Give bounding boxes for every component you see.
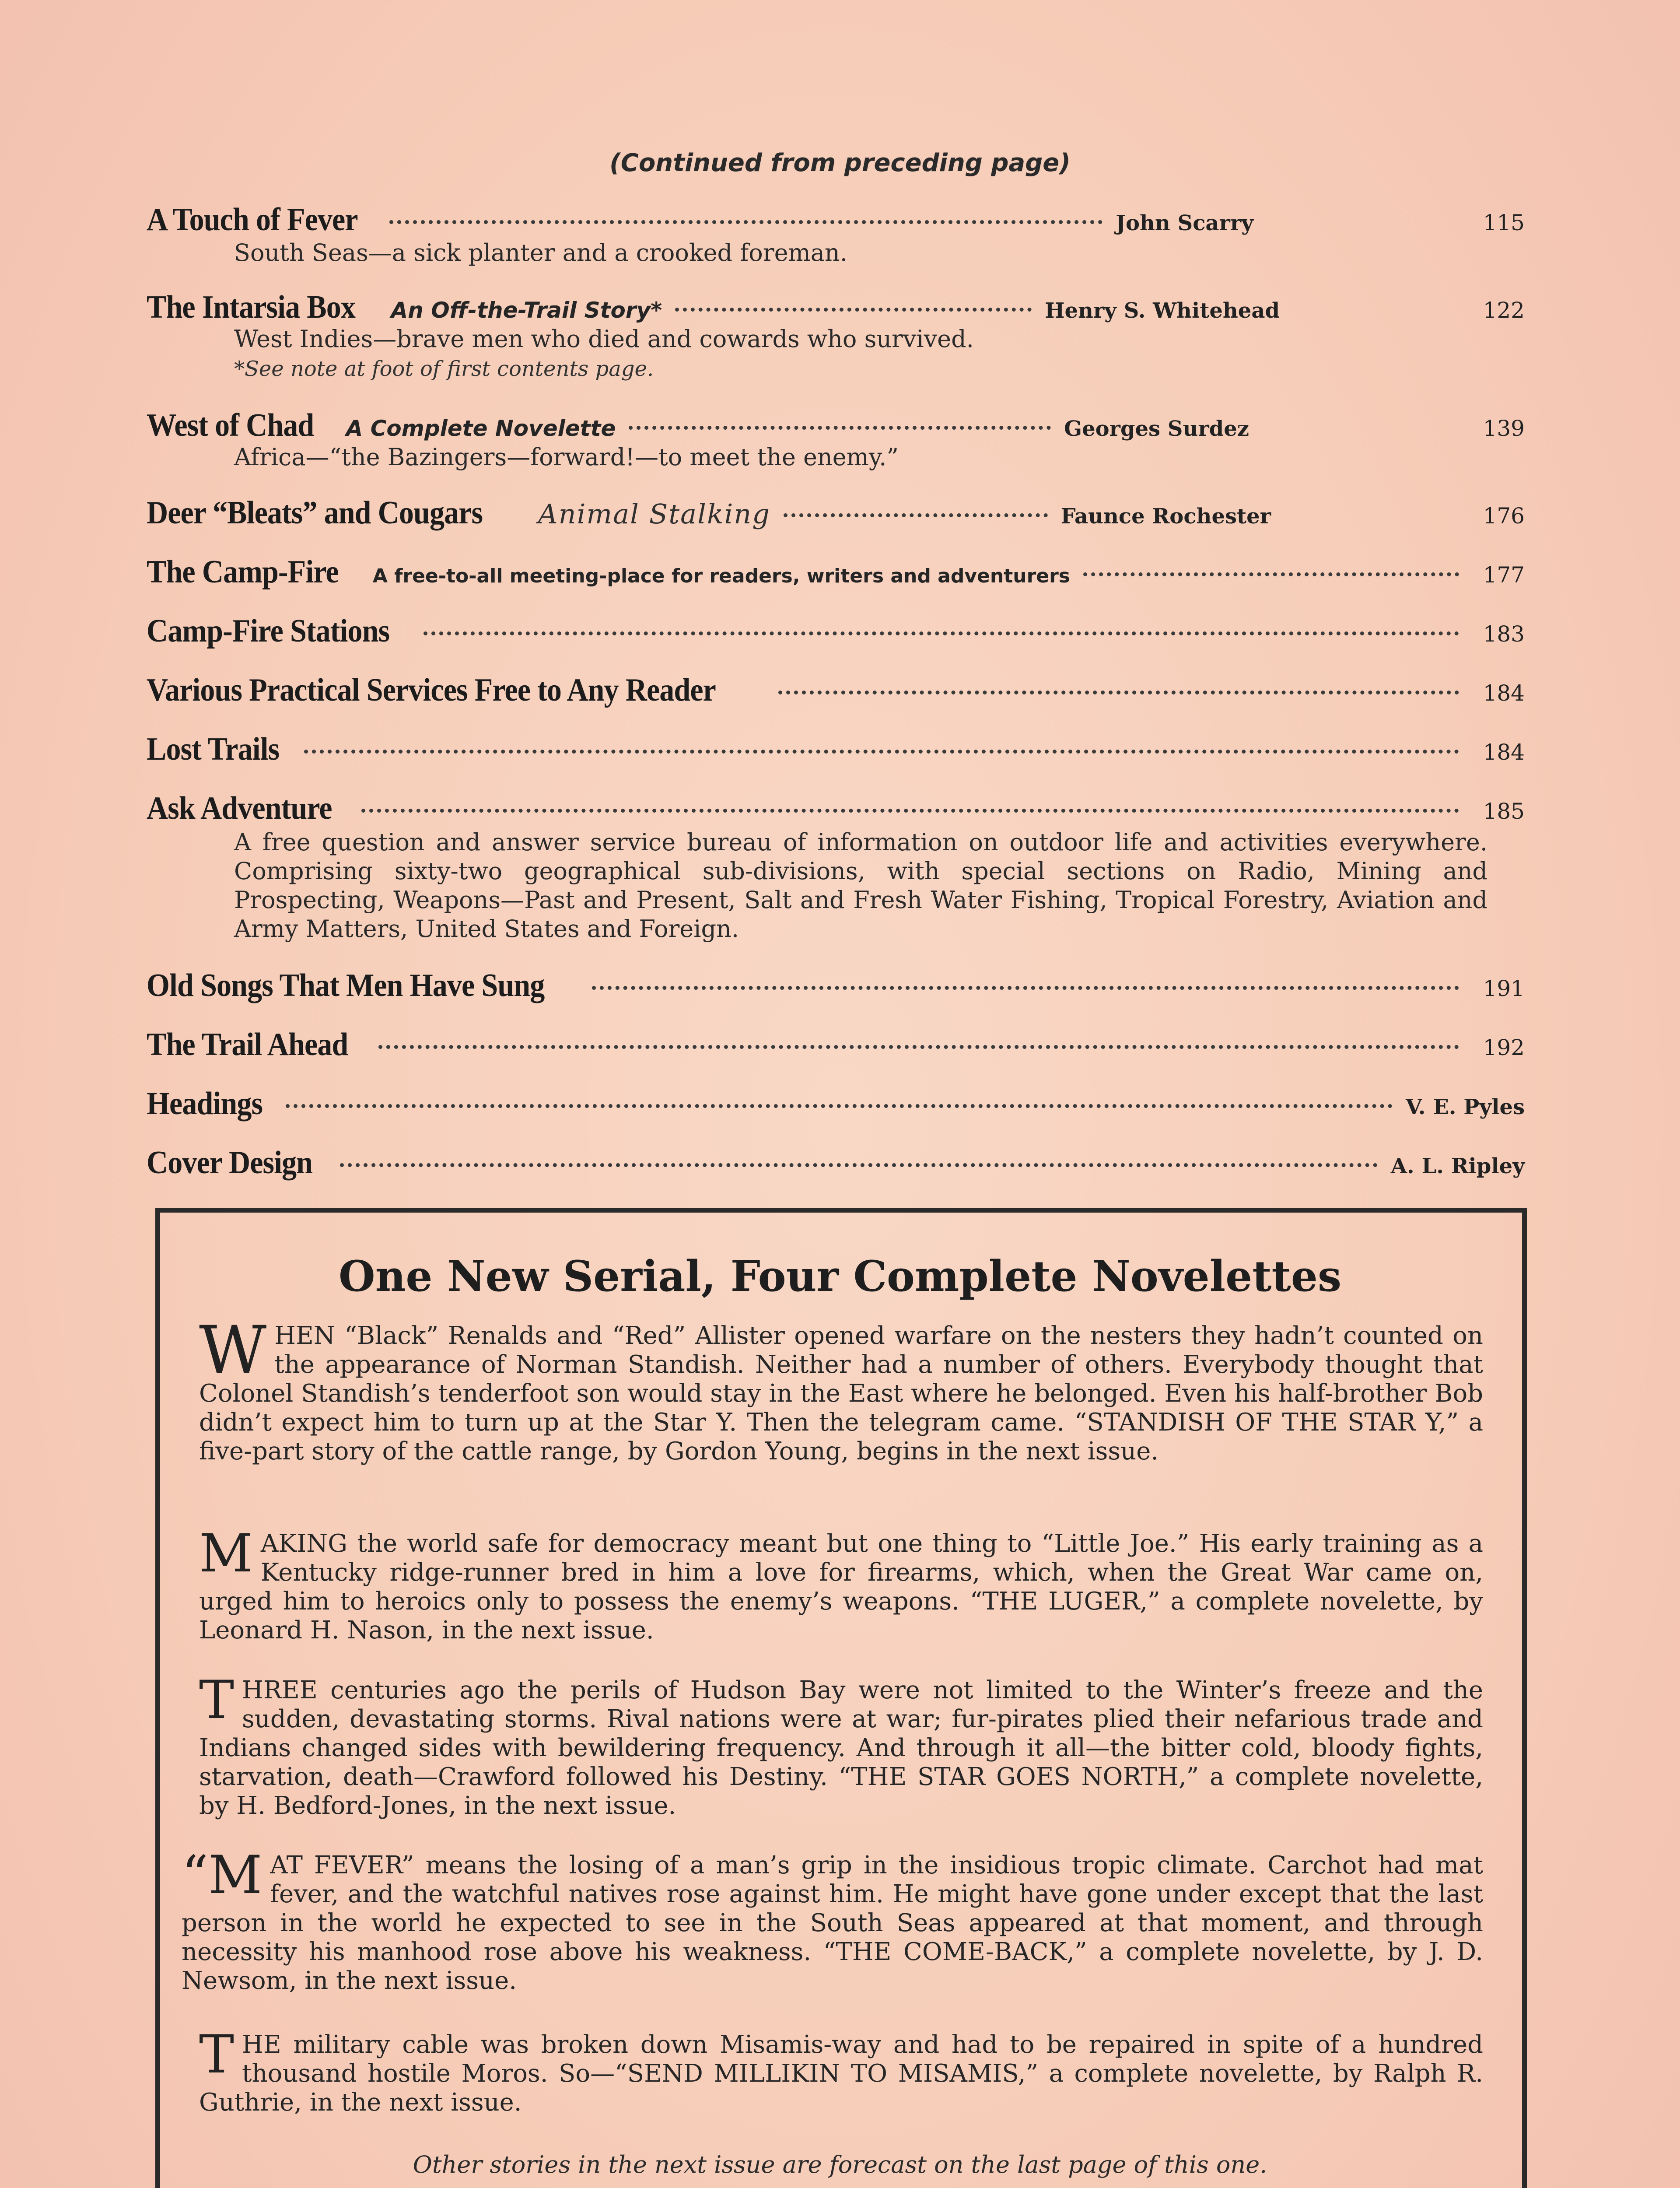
toc-subtitle: Animal Stalking xyxy=(538,498,770,530)
toc-page: 115 xyxy=(1483,210,1525,235)
toc-page: 184 xyxy=(1483,680,1525,706)
announcement-paragraph xyxy=(182,1845,1483,1995)
announcement-paragraph xyxy=(199,1312,1483,1466)
toc-title: The Trail Ahead xyxy=(147,1027,348,1062)
drop-cap: T xyxy=(199,2024,234,2085)
toc-description: Africa—“the Bazingers—forward!—to meet the enemy.” xyxy=(234,443,899,471)
paragraph-text: HREE centuries ago the perils of Hudson Bay were not limited to the Winter’s freeze and the sudden, devastating storms. Rival nations were at war; fur-pirates plied their nefarious trade and Indians changed sides with bewildering frequency. And through it all—the bitter cold, bloody fights, starvation, death—Crawford followed his Destiny. “THE STAR GOES NORTH,” a complete novelette, by H. Bedford-Jones, in the next issue. xyxy=(199,1676,1483,1820)
toc-title: Various Practical Services Free to Any Reader xyxy=(147,672,716,708)
toc-title: The Intarsia Box xyxy=(147,289,356,325)
paragraph-text: AT FEVER” means the losing of a man’s grip in the insidious tropic climate. Carchot had mat fever, and the watchful natives rose against him. He might have gone under except that the last person in the world he expected to see in the South Seas appeared at that moment, and through necessity his manhood rose above his weakness. “THE COME-BACK,” a complete novelette, by J. D. Newsom, in the next issue. xyxy=(182,1851,1483,1995)
toc-entry xyxy=(147,1085,1525,1129)
toc-author: A. L. Ripley xyxy=(1390,1154,1525,1178)
toc-entry xyxy=(147,672,1525,715)
toc-page: 176 xyxy=(1483,503,1525,529)
leader-dots xyxy=(340,1163,1378,1167)
toc-title: A Touch of Fever xyxy=(147,202,358,238)
toc-entry xyxy=(147,554,1525,597)
toc-entry xyxy=(147,1144,1525,1188)
paragraph-text: AKING the world safe for democracy meant but one thing to “Little Joe.” His early training as a Kentucky ridge-runner bred in him a love for firearms, which, when the Great War came on, urged him to heroics only to possess the enemy’s weapons. “THE LUGER,” a complete novelette, by Leonard H. Nason, in the next issue. xyxy=(199,1529,1483,1645)
toc-page: 192 xyxy=(1483,1035,1525,1060)
paragraph-text: HE military cable was broken down Misamis-way and had to be repaired in spite of a hundred thousand hostile Moros. So—“SEND MILLIKIN TO MISAMIS,” a complete novelette, by Ralph R. Guthrie, in the next issue. xyxy=(199,2030,1483,2117)
toc-subtitle: A free-to-all meeting-place for readers, writers and adventurers xyxy=(372,565,1070,587)
toc-title: Deer “Bleats” and Cougars xyxy=(147,495,483,531)
announcement-title: One New Serial, Four Complete Novelettes xyxy=(338,1252,1342,1301)
drop-cap: T xyxy=(199,1670,234,1731)
toc-title: Headings xyxy=(147,1086,263,1122)
toc-title: Lost Trails xyxy=(147,731,280,767)
toc-page: 177 xyxy=(1483,562,1525,588)
leader-dots xyxy=(784,513,1048,517)
toc-title: Camp-Fire Stations xyxy=(147,613,390,649)
drop-cap: M xyxy=(199,1523,253,1584)
toc-page: 184 xyxy=(1483,740,1525,765)
toc-entry xyxy=(147,494,1525,538)
leader-dots xyxy=(286,1104,1393,1108)
toc-title: The Camp-Fire xyxy=(147,554,339,590)
leader-dots xyxy=(1083,572,1459,576)
toc-description: A free question and answer service bureau of information on outdoor life and activities everywhere. Comprising sixty-two geographical sub-divisions, with special sections on Radio, Mining and Prospecting, Weapons—Past and Present, Salt and Fresh Water Fishing, Tropical Forestry, Aviation and Army Matters, United States and Foreign. xyxy=(234,828,1488,943)
forecast-note: Other stories in the next issue are forecast on the last page of this one. xyxy=(413,2151,1267,2178)
leader-dots xyxy=(675,308,1032,312)
leader-dots xyxy=(389,220,1103,224)
leader-dots xyxy=(424,631,1459,635)
toc-description: West Indies—brave men who died and cowards who survived. xyxy=(234,325,974,353)
toc-entry xyxy=(147,790,1525,834)
toc-title: Old Songs That Men Have Sung xyxy=(147,968,545,1003)
leader-dots xyxy=(778,691,1459,694)
leader-dots xyxy=(361,809,1459,813)
toc-title: West of Chad xyxy=(147,407,314,443)
toc-footnote: *See note at foot of first contents page. xyxy=(234,357,654,381)
toc-entry xyxy=(147,1026,1525,1070)
toc-author: V. E. Pyles xyxy=(1405,1095,1525,1119)
toc-entry xyxy=(147,731,1525,775)
toc-subtitle: A Complete Novelette xyxy=(346,416,616,441)
paragraph-text: HEN “Black” Renalds and “Red” Allister opened warfare on the nesters they hadn’t counted on the appearance of Norman Standish. Neither had a number of others. Everybody thought that Colonel Standish’s tenderfoot son would stay in the East where he belonged. Even his half-brother Bob didn’t expect him to turn up at the Star Y. Then the telegram came. “STANDISH OF THE STAR Y,” a five-part story of the cattle range, by Gordon Young, begins in the next issue. xyxy=(199,1322,1483,1466)
announcement-paragraph xyxy=(199,1670,1483,1820)
toc-page: 139 xyxy=(1483,416,1525,441)
toc-author: Henry S. Whitehead xyxy=(1045,298,1280,323)
drop-cap: W xyxy=(199,1312,267,1389)
toc-entry xyxy=(147,613,1525,656)
toc-author: Faunce Rochester xyxy=(1060,504,1271,529)
leader-dots xyxy=(304,750,1459,754)
leader-dots xyxy=(629,426,1051,430)
toc-page: 122 xyxy=(1483,298,1525,323)
toc-author: John Scarry xyxy=(1116,211,1253,235)
toc-title: Ask Adventure xyxy=(147,790,332,826)
toc-description: South Seas—a sick planter and a crooked foreman. xyxy=(234,239,847,266)
toc-page: 183 xyxy=(1483,621,1525,647)
toc-author: Georges Surdez xyxy=(1064,417,1249,441)
toc-page: 191 xyxy=(1483,976,1525,1001)
continued-note: (Continued from preceding page) xyxy=(609,149,1071,177)
leader-dots xyxy=(592,986,1459,990)
toc-subtitle: An Off-the-Trail Story* xyxy=(391,298,662,323)
announcement-paragraph xyxy=(199,2024,1483,2117)
toc-page: 185 xyxy=(1483,799,1525,824)
leader-dots xyxy=(378,1045,1459,1049)
toc-title: Cover Design xyxy=(147,1145,313,1181)
announcement-paragraph xyxy=(199,1523,1483,1645)
toc-entry xyxy=(147,967,1525,1011)
drop-cap: “M xyxy=(182,1845,262,1906)
